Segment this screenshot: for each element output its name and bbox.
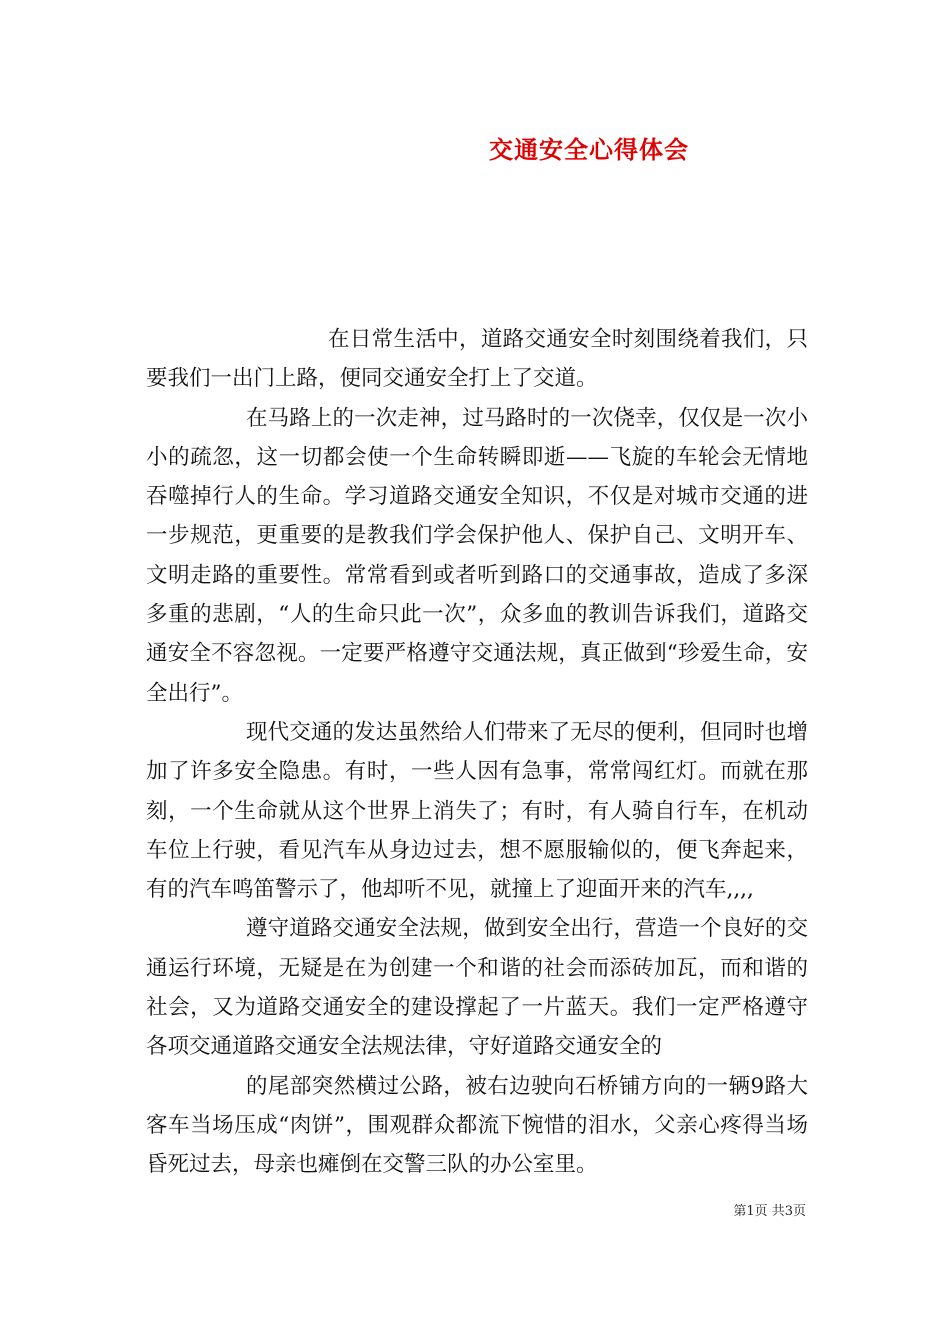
document-body xyxy=(146,320,808,1185)
paragraph-2: 在马路上的一次走神，过马路时的一次侥幸，仅仅是一次小小的疏忽，这一切都会使一个生命转瞬即逝——飞旋的车轮会无情地吞噬掉行人的生命。学习道路交通安全知识，不仅是对城市交通的进一步规范，更重要的是教我们学会保护他人、保护自己、文明开车、文明走路的重要性。常常看到或者听到路口的交通事故，造成了多深多重的悲剧，“人的生命只此一次”，众多血的教训告诉我们，道路交通安全不容忽视。一定要严格遵守交通法规，真正做到“珍爱生命，安全出行”。 xyxy=(146,405,808,706)
page-title: 交通安全心得体会 xyxy=(489,135,689,164)
paragraph-5: 的尾部突然横过公路，被右边驶向石桥铺方向的一辆9路大客车当场压成“肉饼”，围观群众都流下惋惜的泪水，父亲心疼得当场昏死过去，母亲也瘫倒在交警三队的办公室里。 xyxy=(146,1073,808,1178)
paragraph-3: 现代交通的发达虽然给人们带来了无尽的便利，但同时也增加了许多安全隐患。有时，一些人因有急事，常常闯红灯。而就在那刻，一个生命就从这个世界上消失了；有时，有人骑自行车，在机动车位上行驶，看见汽车从身边过去，想不愿服输似的，便飞奔起来，有的汽车鸣笛警示了，他却听不见，就撞上了迎面开来的汽车,,,, xyxy=(146,719,808,903)
page-number-footer: 第1页 共3页 xyxy=(733,1204,806,1219)
paragraph-1: 在日常生活中，道路交通安全时刻围绕着我们，只要我们一出门上路，便同交通安全打上了交道。 xyxy=(146,327,808,392)
paragraph-4: 遵守道路交通安全法规，做到安全出行，营造一个良好的交通运行环境，无疑是在为创建一个和谐的社会而添砖加瓦，而和谐的社会，又为道路交通安全的建设撑起了一片蓝天。我们一定严格遵守各项交通道路交通安全法规法律，守好道路交通安全的 xyxy=(146,916,808,1060)
